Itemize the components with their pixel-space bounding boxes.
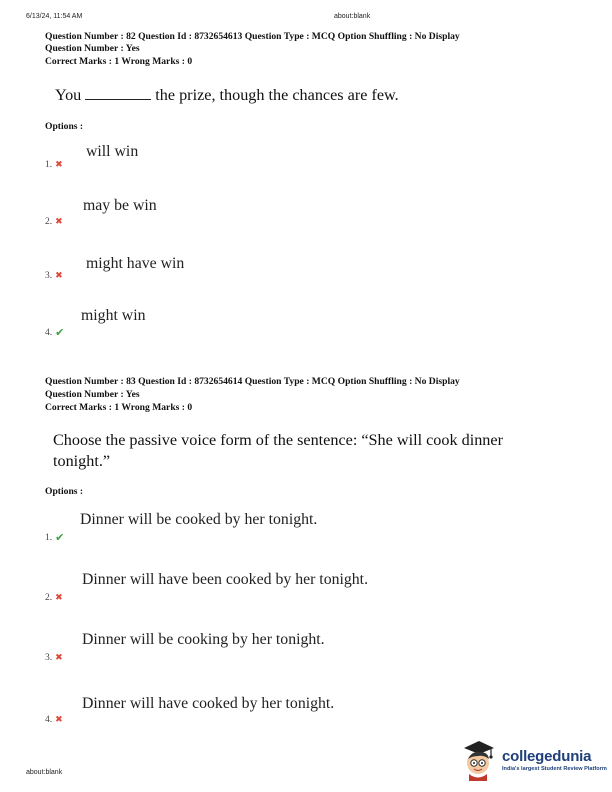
wrong-mark-icon: ✖ <box>55 715 63 725</box>
correct-mark-icon: ✔ <box>55 326 65 339</box>
option-number: 1. ✔ <box>45 531 65 544</box>
option-number: 2. ✖ <box>45 593 63 603</box>
question-meta-line1: Question Number : 82 Question Id : 8732654613 Question Type : MCQ Option Shuffling : No Display <box>45 31 460 42</box>
options-label: Options : <box>45 486 84 497</box>
print-footer-url: about:blank <box>26 769 63 776</box>
question-meta-line2: Question Number : Yes <box>45 389 140 400</box>
print-page-title: about:blank <box>334 13 371 20</box>
option-text: Dinner will be cooking by her tonight. <box>82 631 325 648</box>
option-text: Dinner will have been cooked by her tonight. <box>82 571 369 588</box>
option-number: 4. ✔ <box>45 326 65 339</box>
option-text: Dinner will be cooked by her tonight. <box>80 511 318 528</box>
question-meta-line2: Question Number : Yes <box>45 43 140 54</box>
wrong-mark-icon: ✖ <box>55 160 63 170</box>
question-text-before: You <box>55 86 82 104</box>
option-text: might have win <box>86 255 185 272</box>
question-text-line2: tonight.” <box>53 452 111 470</box>
question-text <box>55 85 399 106</box>
wrong-mark-icon: ✖ <box>55 271 63 281</box>
option-text: might win <box>81 307 146 324</box>
mascot-icon <box>460 739 496 781</box>
print-datetime: 6/13/24, 11:54 AM <box>26 13 83 20</box>
option-number: 1. ✖ <box>45 160 63 170</box>
logo-tagline: India's largest Student Review Platform <box>502 765 607 772</box>
wrong-mark-icon: ✖ <box>55 217 63 227</box>
option-number: 3. ✖ <box>45 271 63 281</box>
option-text: Dinner will have cooked by her tonight. <box>82 695 335 712</box>
question-meta-line3: Correct Marks : 1 Wrong Marks : 0 <box>45 402 193 413</box>
option-text: will win <box>86 143 139 160</box>
correct-mark-icon: ✔ <box>55 531 65 544</box>
option-number: 3. ✖ <box>45 653 63 663</box>
options-label: Options : <box>45 121 84 132</box>
option-text: may be win <box>83 197 157 214</box>
answer-blank <box>85 85 151 100</box>
question-meta-line1: Question Number : 83 Question Id : 8732654614 Question Type : MCQ Option Shuffling : No Display <box>45 376 460 387</box>
option-number: 4. ✖ <box>45 715 63 725</box>
question-text-line1: Choose the passive voice form of the sentence: “She will cook dinner <box>53 431 503 449</box>
wrong-mark-icon: ✖ <box>55 593 63 603</box>
option-number: 2. ✖ <box>45 217 63 227</box>
question-text-after: the prize, though the chances are few. <box>155 86 399 104</box>
collegedunia-logo <box>460 739 607 781</box>
question-meta-line3: Correct Marks : 1 Wrong Marks : 0 <box>45 56 193 67</box>
wrong-mark-icon: ✖ <box>55 653 63 663</box>
logo-wordmark: collegedunia <box>502 747 592 765</box>
